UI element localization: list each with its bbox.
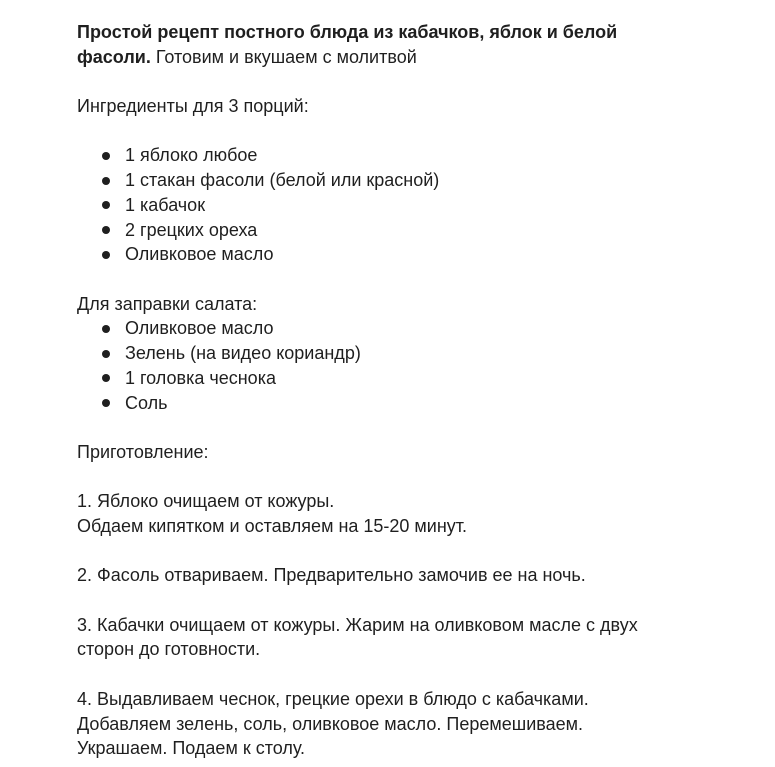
preparation-step-1: 1. Яблоко очищаем от кожуры. Обдаем кипятком и оставляем на 15-20 минут. <box>77 491 468 536</box>
recipe-title-continued: фасоли. <box>77 46 151 67</box>
recipe-title-line-2 <box>77 45 757 70</box>
recipe-title: Простой рецепт постного блюда из кабачков, яблок и белой <box>77 22 618 42</box>
bullet-icon <box>102 177 110 185</box>
preparation-step-3: 3. Кабачки очищаем от кожуры. Жарим на оливковом масле с двух сторон до готовности. <box>77 614 638 660</box>
bullet-icon <box>102 152 110 160</box>
preparation-step-4: 4. Выдавливаем чеснок, грецкие орехи в блюдо с кабачками. Добавляем зелень, соль, оливковое масло. Перемешиваем. Украшаем. Подаем к столу. <box>77 688 589 759</box>
ingredient-item: 1 стакан фасоли (белой или красной) <box>77 168 757 193</box>
ingredient-item: 2 грецких ореха <box>77 218 757 243</box>
bullet-icon <box>102 374 110 382</box>
ingredient-item: 1 яблоко любое <box>77 143 757 168</box>
recipe-subtitle: Готовим и вкушаем с молитвой <box>150 46 417 67</box>
preparation-heading: Приготовление: <box>77 441 209 462</box>
bullet-icon <box>102 251 110 259</box>
ingredients-heading: Ингредиенты для 3 порций: <box>77 96 309 117</box>
dressing-item: 1 головка чеснока <box>77 366 757 391</box>
bullet-icon <box>102 325 110 333</box>
dressing-list <box>77 316 757 415</box>
ingredient-item: Оливковое масло <box>77 242 757 267</box>
dressing-item: Соль <box>77 391 757 416</box>
ingredient-item: 1 кабачок <box>77 193 757 218</box>
bullet-icon <box>102 226 110 234</box>
dressing-heading: Для заправки салата: <box>77 293 258 314</box>
preparation-step-2: 2. Фасоль отвариваем. Предварительно замочив ее на ночь. <box>77 565 586 586</box>
bullet-icon <box>102 350 110 358</box>
bullet-icon <box>102 201 110 209</box>
recipe-title-line-1 <box>77 20 757 45</box>
ingredients-list <box>77 143 757 267</box>
dressing-item: Зелень (на видео кориандр) <box>77 341 757 366</box>
bullet-icon <box>102 399 110 407</box>
recipe-document <box>77 20 757 761</box>
dressing-item: Оливковое масло <box>77 316 757 341</box>
